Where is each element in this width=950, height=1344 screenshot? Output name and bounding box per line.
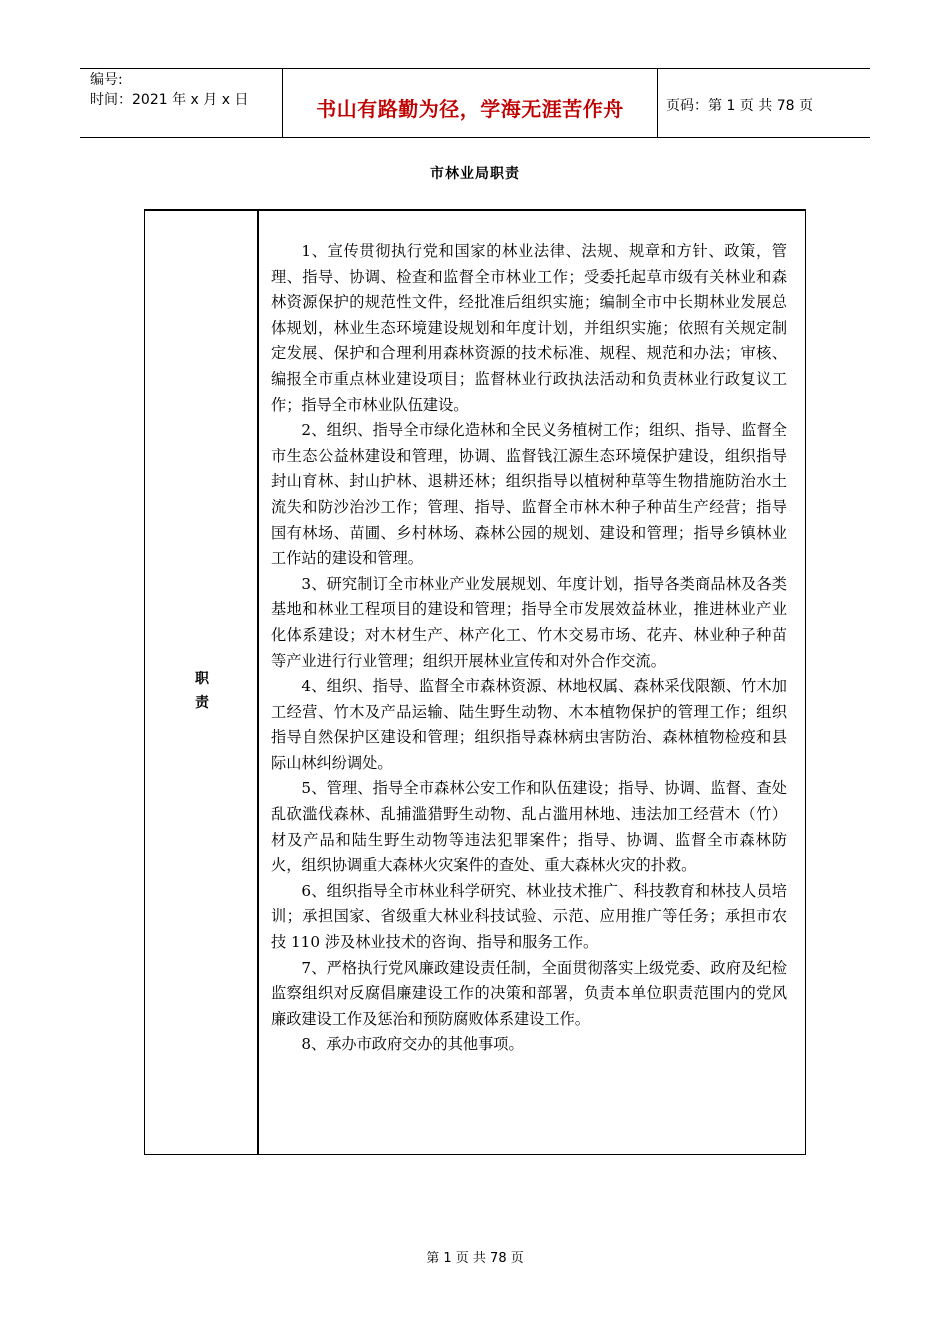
header-motto-cell [283,69,658,137]
document-number-label: 编号: [90,72,123,88]
duties-label-char-1: 职 [195,671,209,687]
duty-paragraph-7: 7、严格执行党风廉政建设责任制，全面贯彻落实上级党委、政府及纪检监察组织对反腐倡廉建设工作的决策和部署，负责本单位职责范围内的党风廉政建设工作及惩治和预防腐败体系建设工作。 [271,958,787,1028]
duty-paragraph-2: 2、组织、指导全市绿化造林和全民义务植树工作；组织、指导、监督全市生态公益林建设和管理，协调、监督钱江源生态环境保护建设，组织指导封山育林、封山护林、退耕还林；组织指导以植树种草等生物措施防治水土流失和防沙治沙工作；管理、指导、监督全市林木种子种苗生产经营；指导国有林场、苗圃、乡村林场、森林公园的规划、建设和管理；指导乡镇林业工作站的建设和管理。 [271,421,787,568]
duties-content [271,239,787,1058]
header-motto: 书山有路勤为径，学海无涯苦作舟 [316,97,624,121]
document-date-label: 时间：2021 年 x 月 x 日 [90,92,249,108]
duty-paragraph-4: 4、组织、指导、监督全市森林资源、林地权属、森林采伐限额、竹木加工经营、竹木及产品运输、陆生野生动物、木本植物保护的管理工作；组织指导自然保护区建设和管理；组织指导森林病虫害防治、森林植物检疫和县际山林纠纷调处。 [271,677,787,772]
duties-table [144,209,806,1155]
duty-paragraph-1: 1、宣传贯彻执行党和国家的林业法律、法规、规章和方针、政策，管理、指导、协调、检查和监督全市林业工作；受委托起草市级有关林业和森林资源保护的规范性文件，经批准后组织实施；编制全市中长期林业发展总体规划，林业生态环境建设规划和年度计划，并组织实施；依照有关规定制定发展、保护和合理利用森林资源的技术标准、规程、规范和办法；审核、编报全市重点林业建设项目；监督林业行政执法活动和负责林业行政复议工作；指导全市林业队伍建设。 [271,242,787,414]
document-title: 市林业局职责 [430,166,520,182]
duty-paragraph-6: 6、组织指导全市林业科学研究、林业技术推广、科技教育和林技人员培训；承担国家、省级重大林业科技试验、示范、应用推广等任务；承担市农技 110 涉及林业技术的咨询、指导和服务工作。 [271,881,787,952]
header-page-cell [658,69,870,137]
duty-paragraph-3: 3、研究制订全市林业产业发展规划、年度计划，指导各类商品林及各类基地和林业工程项目的建设和管理；指导全市发展效益林业，推进林业产业化体系建设；对木材生产、林产化工、竹木交易市场、花卉、林业种子种苗等产业进行行业管理；组织开展林业宣传和对外合作交流。 [271,574,787,670]
duty-paragraph-8: 8、承办市政府交办的其他事项。 [301,1035,524,1054]
document-header [80,68,870,138]
duties-label-cell [145,211,259,1154]
duty-paragraph-5: 5、管理、指导全市森林公安工作和队伍建设；指导、协调、监督、查处乱砍滥伐森林、乱捕滥猎野生动物、乱占滥用林地、违法加工经营木（竹）材及产品和陆生野生动物等违法犯罪案件；指导、协调、监督全市森林防火，组织协调重大森林火灾案件的查处、重大森林火灾的扑救。 [271,779,787,875]
page-footer: 第 1 页 共 78 页 [426,1251,524,1266]
duties-label [145,667,259,715]
header-meta-cell [80,69,283,137]
duties-label-char-2: 责 [195,695,209,711]
header-page-info: 页码：第 1 页 共 78 页 [666,98,813,114]
